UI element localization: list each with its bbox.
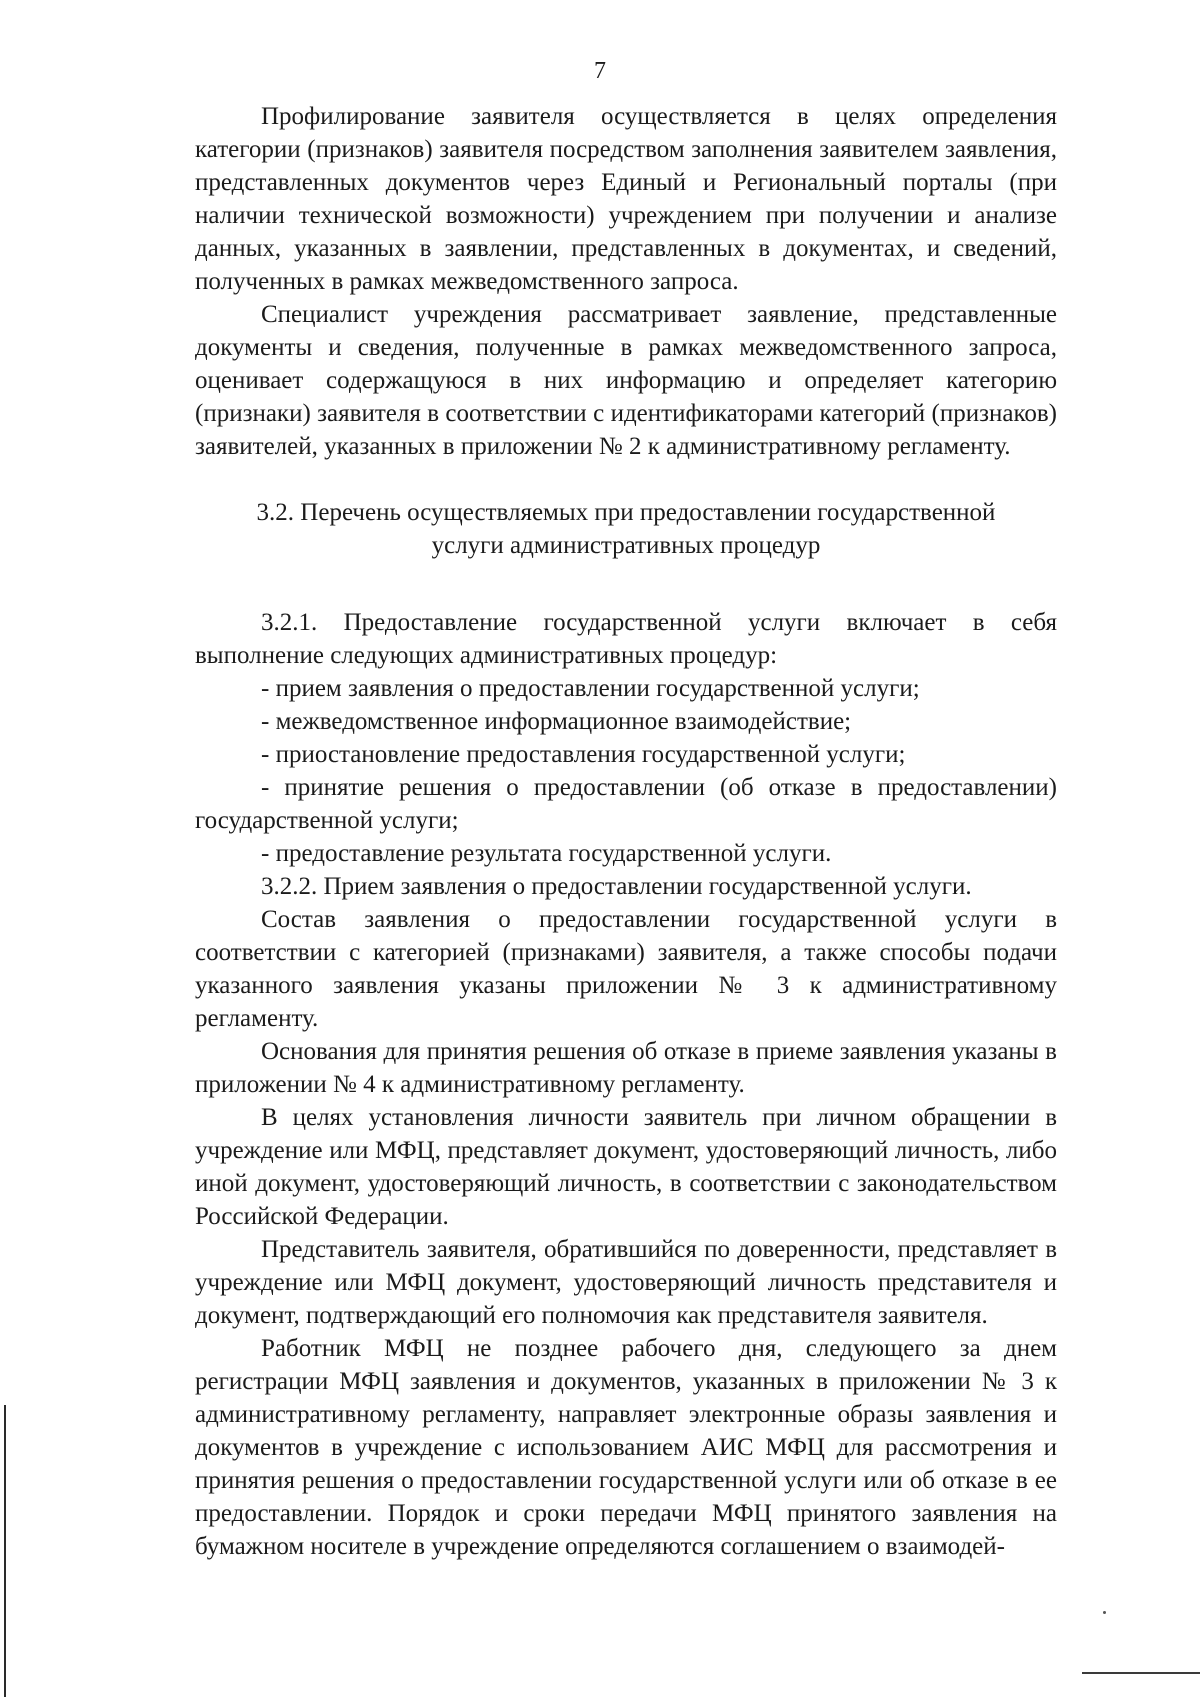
paragraph-specialist-review: Специалист учреждения рассматривает заявление, представленные документы и сведения, полученные в рамках межведомственного запроса, оценивает содержащуюся в них информацию и определяет категорию (признаки) заявителя в соответствии с идентификаторами категорий (признаков) заявителей, указанных в приложении № 2 к административному регламенту.	[195, 301, 1057, 460]
paragraph-profiling: Профилирование заявителя осуществляется в целях определения категории (признаков) заявителя посредством заполнения заявителем заявления, представленных документов через Единый и Региональный порталы (при наличии технической возможности) учреждением при получении и анализе данных, указанных в заявлении, представленных в документах, и сведений, полученных в рамках межведомственного запроса.	[195, 103, 1057, 295]
paragraph-refusal-grounds: Основания для принятия решения об отказе в приеме заявления указаны в приложении № 4 к административному регламенту.	[195, 1038, 1057, 1098]
paragraph-identity-verification: В целях установления личности заявитель при личном обращении в учреждение или МФЦ, представляет документ, удостоверяющий личность, либо иной документ, удостоверяющий личность, в соответствии с законодательством Российской Федерации.	[195, 1104, 1057, 1230]
page-number: 7	[594, 58, 606, 84]
paragraph-subsection-title: 3.2.2. Прием заявления о предоставлении государственной услуги.	[261, 873, 972, 900]
scan-speck	[1103, 1611, 1106, 1614]
section-heading: 3.2. Перечень осуществляемых при предоставлении государственной услуги административных процедур	[256, 499, 996, 559]
paragraph-section-intro: 3.2.1. Предоставление государственной услуги включает в себя выполнение следующих административных процедур:	[195, 609, 1057, 669]
procedure-list	[195, 672, 1057, 870]
list-item: - предоставление результата государственной услуги.	[261, 840, 832, 867]
scan-edge-line	[1082, 1672, 1200, 1674]
paragraph-mfc-worker: Работник МФЦ не позднее рабочего дня, следующего за днем регистрации МФЦ заявления и документов, указанных в приложении № 3 к административному регламенту, направляет электронные образы заявления и документов в учреждение с использованием АИС МФЦ для рассмотрения и принятия решения о предоставлении государственной услуги или об отказе в ее предоставлении. Порядок и сроки передачи МФЦ принятого заявления на бумажном носителе в учреждение определяются соглашением о взаимодей-	[195, 1335, 1057, 1560]
paragraph-representative: Представитель заявителя, обратившийся по доверенности, представляет в учреждение или МФЦ документ, удостоверяющий личность представителя и документ, подтверждающий его полномочия как представителя заявителя.	[195, 1236, 1057, 1329]
scan-edge-line	[4, 1405, 6, 1697]
list-item: - принятие решения о предоставлении (об отказе в предоставлении) государственной услуги;	[195, 774, 1057, 834]
paragraph-application-composition: Состав заявления о предоставлении государственной услуги в соответствии с категорией (признаками) заявителя, а также способы подачи указанного заявления указаны приложении № 3 к административному регламенту.	[195, 906, 1057, 1032]
list-item: - прием заявления о предоставлении государственной услуги;	[261, 675, 920, 702]
document-body	[195, 100, 1057, 1563]
list-item: - приостановление предоставления государственной услуги;	[261, 741, 906, 768]
list-item: - межведомственное информационное взаимодействие;	[261, 708, 852, 735]
